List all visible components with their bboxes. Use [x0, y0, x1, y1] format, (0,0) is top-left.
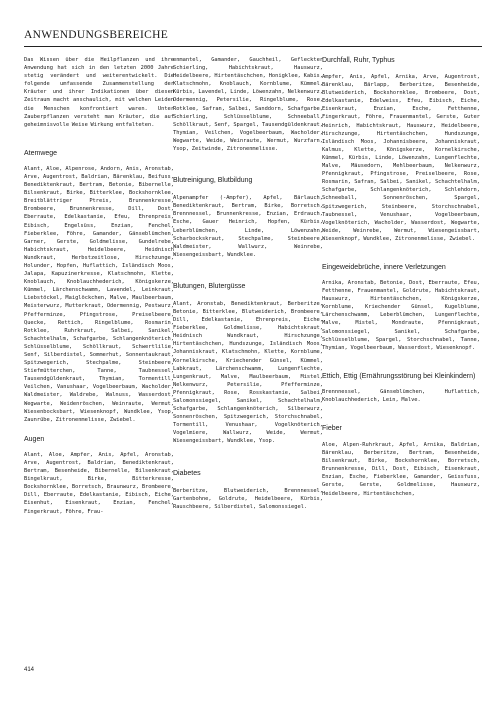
page-heading: ANWENDUNGSBEREICHE	[24, 29, 169, 41]
section-text-atemwege: Alant, Aloe, Alpenrose, Andorn, Anis, Aronstab, Arve, Augentrost, Baldrian, Bärenklau, Beifuss, Benediktenkraut, Bertram, Betonie, Bibernelle, Bilsenkraut, Birke, Bitterklee, Bockshornklee, Breitblättriger Ptreis, Brunnenkresse, Brombeere, Brunnenkresse, Dill, Dost, Eberraute, Edelkastanie, Efeu, Ehrenpreis, Eibisch, Engelsüss, Enzian, Fenchel, Fieberklee, Föhre, Gamander, Gänseblümchen, Garner, Gerste, Goldmelisse, Gundelrebe, Habichtskraut, Heidelbeere, Heidnisch Wundkraut, Herbstzeitlose, Hirschzunge, Holunder, Hopfen, Huflattich, Isländisch Moos, Jalapa, Kapuzinerkresse, Klatschmohn, Klette, Knoblauch, Knoblauchhederich, Königskerze, Kümmel, Lärchenschwamm, Lavendel, Leinkraut, Liebstöckel, Maiglöckchen, Malve, Maulbeerbaum, Meisterwurz, Mutterkraut, Odermennig, Pestwurz, Pfefferminze, Pfingstrose, Preiselbeere, Quecke, Rettich, Ringelblume, Rosmarin, Rotklee, Ruhrkraut, Salbei, Sanikel, Schachtelhalm, Schafgarbe, Schlangenknöterich, Schlüsselblume, Schöllkraut, Schwertlilie, Senf, Silberdistel, Sommerhut, Sonnentaukraut, Spitzwegerich, Stechpalme, Steinbeere, Stiefmütterchen, Tanne, Taubnessel, Tausendgüldenkraut, Thymian, Tormentill, Veilchen, Vanushaar, Vogelbeerbaum, Wacholder, Waldmeister, Waldrebe, Walnuss, Wasserdost, Wegwarte, Weidenröschen, Weinraute, Wermut, Wiesenbocksbart, Wiesenknopf, Wundklee, Ysop, Zaunrübe, Zitronenmelisse, Zwiebel.	[24, 165, 174, 423]
section-text-blutreinigung: Alpenampfer (-Ampfer), Apfel, Bärlauch, Benediktenkraut, Bertram, Birke, Borretsch, Brennnessel, Brunnenkresse, Enzian, Erdrauch, Esche, Gauer Heinrich, Hopfen, Kürbis, Leberblümchen, Linde, Löwenzahn, Scharbockskraut, Stechpalme, Steinbeere, Waldmeister, Wallwurz, Weinrebe, Wiesengeissbart, Wundklee.	[173, 195, 323, 258]
section-title-fieber: Fieber	[322, 425, 342, 432]
section-title-ettich: Ettich, Ettig (Ernährungsstörung bei Kleinkindern)	[322, 372, 476, 380]
section-text-augen-continued: enmantel, Gamander, Gauchheil, Gefleckter Schierling, Habichtskraut, Hauswurz, Heidelbeere, Hirtentäschchen, Honigklee, Kabis, Klatschmohn, Knoblauch, Kornblume, Kümmel, Kürbis, Lavendel, Linde, Löwenzahn, Nelkenwurz, Odermennig, Petersilie, Ringelblume, Rose, Rotklee, Safran, Salbei, Sanddorn, Schafgarbe, Schierling, Schlüsselblume, Schneeball, Schöllkraut, Senf, Spargel, Tausendgüldenkraut, Thymian, Veilchen, Vogelbeerbaum, Wacholder, Wegwarte, Weide, Weinraute, Wermut, Wurzfarn, Ysop, Zeitwinde, Zitronenmelisse.	[173, 57, 323, 153]
section-text-fieber: Aloe, Alpen-Ruhrkraut, Apfel, Arnika, Baldrian, Bärenklau, Berberitze, Bertram, Besenheide, Bilsenkraut, Birke, Bockshornklee, Borretsch, Brunnenkresse, Dill, Dost, Eibisch, Eisenkraut, Enzian, Esche, Fieberklee, Gamander, Geissfuss, Gerste, Gerste, Goldmelisse, Hauswurz, Heidelbeere, Hirtentäschchen,	[322, 442, 480, 497]
intro-paragraph: Das Wissen über die Heilpflanzen und ihre Anwendung hat sich in den letzten 2000 Jahre stetig verändert und weiterentwickelt. Die folgende umfassende Zusammenstellung der Kräuter und ihrer Indikationen über diesen Zeitraum macht anschaulich, mit welchen Leiden die Menschen konfrontiert waren. Unter Zauberpflanzen versteht man Kräuter, die auf geheimnisvolle Weise Wirkung entfalteten.	[24, 57, 174, 128]
section-text-diabetes: Berberitze, Blutweiderich, Brennnessel, Gartenbohne, Goldrute, Heidelbeere, Kürbis, Rauschbeere, Silberdistel, Salomonssiegel.	[173, 487, 323, 510]
section-title-diabetes: Diabetes	[173, 469, 201, 477]
page-number: 414	[24, 667, 35, 673]
section-text-blutungen: Alant, Aronstab, Benediktenkraut, Berberitze, Betonie, Bitterklee, Blutweiderich, Brombeere, Dill, Edelkastanie, Ehrenpreis, Eiche, Fieberklee, Goldmelisse, Habichtskraut, Heidnisch Wundkraut, Hirschzunge, Hirtentäschchen, Hundszunge, Isländisch Moos, Johanniskraut, Klatschmohn, Klette, Kornblume, Kornelkirsche, Kriechender Günsel, Kümmel, Labkraut, Lärchenschwamm, Lungenflechte, Lungenkraut, Malve, Maulbeerbaum, Mistel, Nelkenwurz, Petersilie, Pfefferminze, Pfennigkraut, Rose, Rosskastanie, Salbei, Salomonssiegel, Sanikel, Schachtelhalm, Schafgarbe, Schlangenknöterich, Silberwurz, Sonnenröschen, Spitzwegerich, Storchschnabel, Tormentill, Venushaar, Vogelknöterich, Vogelmiere, Wallwurz, Weide, Wermut, Wiesengeissbart, Wundklee, Ysop.	[173, 300, 323, 445]
section-title-atemwege: Atemwege	[24, 149, 58, 157]
section-title-eingeweidebrueche: Eingeweidebrüche, innere Verletzungen	[322, 263, 446, 271]
section-text-augen: Alant, Aloe, Ampfer, Anis, Apfel, Aronstab, Arve, Augentrost, Baldrian, Benediktenkraut, Bertram, Besenheide, Bibernelle, Bilsenkraut, Bingelkraut, Birke, Bitterkresse, Bockshornklee, Borretsch, Braunwurz, Brombeere, Dill, Eberraute, Edelkastanie, Eibisch, Eiche, Eisenhut, Eisenkraut, Enzian, Fenchel, Fingerkraut, Föhre, Frau-	[24, 451, 174, 515]
column-right	[322, 56, 480, 656]
section-title-blutreinigung: Blutreinigung, Blutbildung	[173, 177, 253, 185]
column-middle	[173, 56, 323, 656]
section-text-ettich: Brennnessel, Gänseblümchen, Huflattich, Knoblauchhederich, Lein, Malve.	[322, 388, 480, 403]
section-title-durchfall: Durchfall, Ruhr, Typhus	[322, 57, 395, 64]
section-text-durchfall: Ampfer, Anis, Apfel, Arnika, Arve, Augentrost, Bärenklau, Bärlapp, Berberitze, Besenheide, Blutweiderich, Bockshornklee, Brombeere, Dost, Edelkastanie, Edelweiss, Efeu, Eibisch, Eiche, Eisenkraut, Enzian, Esche, Fetthenne, Fingerkraut, Föhre, Frauenmantel, Gerste, Guter Heinrich, Habichtskraut, Hauswurz, Heidelbeere, Hirschzunge, Hirtentäschchen, Hundszunge, Isländisch Moos, Johannisbeere, Johanniskraut, Kalmus, Klette, Königskerze, Kornelkirsche, Kümmel, Kürbis, Linde, Löwenzahn, Lungenflechte, Malve, Mäusedorn, Mehlbeerbaum, Nelkenwurz, Pfennigkraut, Pfingstrose, Preiselbeere, Rose, Rosmarin, Safran, Salbei, Sanikel, Schachtelhalm, Schafgarbe, Schlangenknöterich, Schlehdorn, Schneeball, Sonnenröschen, Spargel, Spitzwegerich, Steinbeere, Storchschnabel, Taubnessel, Venushaar, Vogelbeerbaum, Vogelknöterich, Wacholder, Wasserdost, Wegwarte, Weide, Weinrebe, Wermut, Wiesengeissbart, Wiesenknopf, Wundklee, Zitronenmelisse, Zwiebel.	[322, 74, 480, 242]
section-title-augen: Augen	[24, 435, 45, 443]
column-left	[24, 56, 174, 656]
heading-rule	[24, 46, 482, 47]
section-title-blutungen: Blutungen, Blutergüsse	[173, 282, 246, 290]
section-text-eingeweidebrueche: Arnika, Aronstab, Betonie, Dost, Eberraute, Efeu, Fetthenne, Frauenmantel, Goldrute, Habichtskraut, Hauswurz, Hirtentäschchen, Königskerze, Kornblume, Kriechender Günsel, Kugelblume, Lärchenschwamm, Leberblümchen, Lungenflechte, Malve, Mistel, Mondraute, Pfennigkraut, Salomonssiegel, Sanikel, Schafgarbe, Schlüsselblume, Spargel, Storchschnabel, Tanne, Thymian, Vogelbeerbaum, Wasserdost, Wiesenknopf.	[322, 279, 480, 351]
